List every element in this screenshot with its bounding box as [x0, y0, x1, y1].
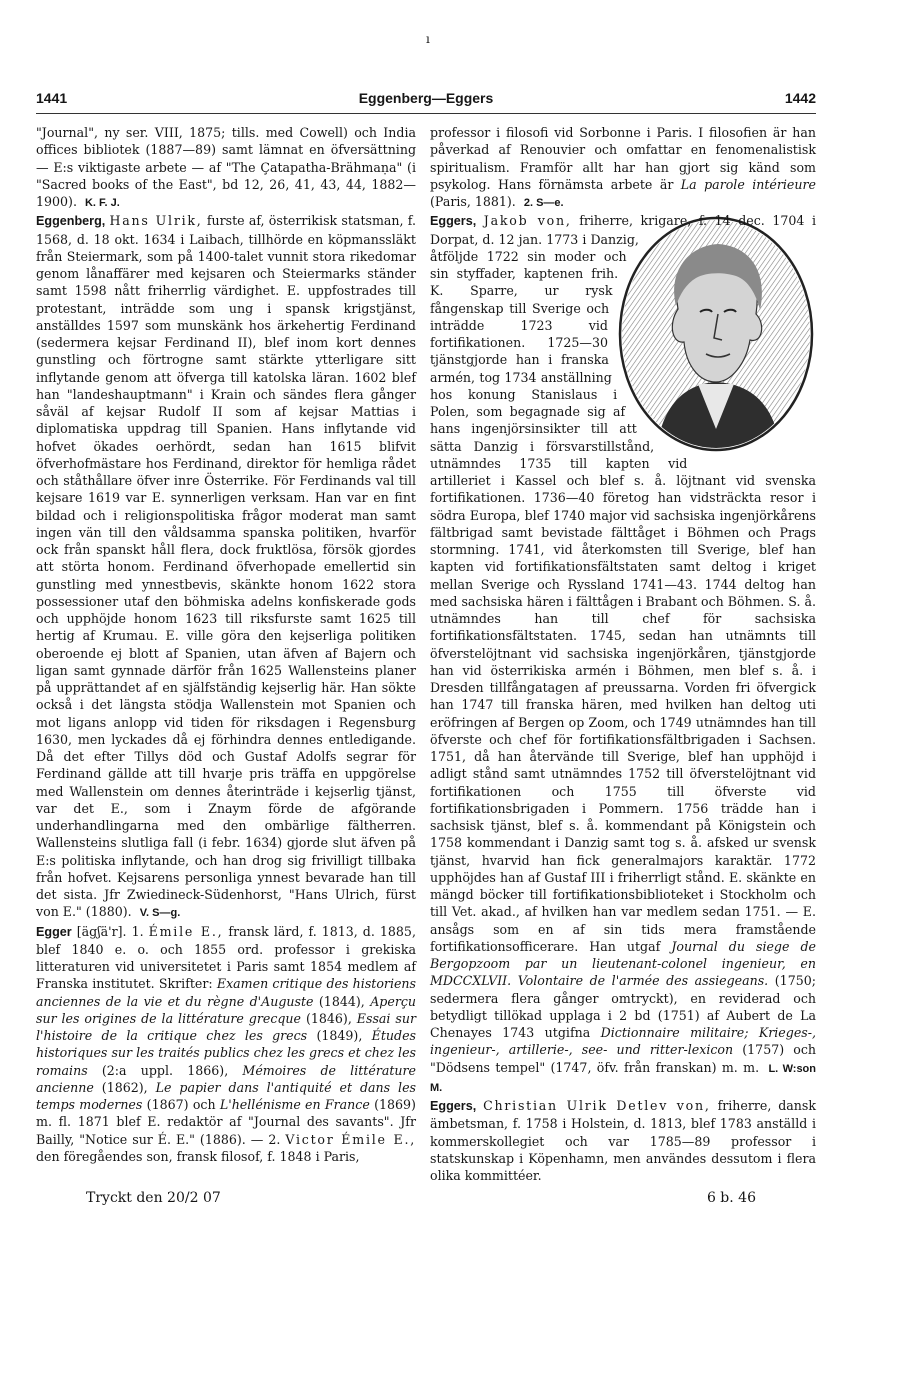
- given-name: Hans Ulrik,: [109, 213, 203, 229]
- right-page-number: 1442: [784, 90, 816, 106]
- header-rule: [36, 113, 816, 114]
- work-title: Études historiques sur les traités publics chez les grecs et chez les romains: [36, 1028, 416, 1078]
- entry-eggenberg: Eggenberg, Hans Ulrik, furste af, österrikisk statsman, f. 1568, d. 18 okt. 1634 i Laibach, tillhörde en köpmanssläkt från Steiermark, som på 1400-talet vunnit stora rikedomar genom lånaffärer med kejsaren och Steiermarks ständer samt 1598 nått friherrlig värdighet. E. uppfostrades till protestant, inträdde som ung i spansk krigstjänst, anställdes 1597 som munskänk hos ärkehertig Ferdinand (sedermera kejsar Ferdinand II), blef inom kort dennes gunstling och förtrogne samt stärkte ytterligare sitt inflytande genom att öfverga till katolska läran. 1602 blef han "landeshauptmann" i Krain och sändes flera gånger såväl af kejsar Rudolf II som af kejsar Mattias i diplomatiska uppdrag till Spanien. Hans inflytande vid hofvet ökades oerhördt, sedan han 1615 blifvit öfverhofmästare hos Ferdinand, direktor för hemliga rådet och ståthållare öfver inre Österrike. För Ferdinands val till kejsare 1619 var E. synnerligen verksam. Han var en fint bildad och i religionspolitiska frågor moderat man samt ingen vän till den våldsamma spanska politiken, hvarför ock från spanskt håll flera, dock fruktlösa, försök gjordes att störta honom. Ferdinand öfverhopade emellertid sin gunstling med ynnestbevis, skänkte honom 1622 stora possessioner utaf den böhmiska adelns konfiskerade gods och upphöjde honom 1623 till riksfurste samt 1625 till hertig af Krumau. E. ville göra den kejserliga politiken oberoende ej blott af Spanien, utan äfven af Bajern och ligan samt gynnade därför från 1625 Wallensteins planer på upprättandet af en själfständig kejserlig här. Han sökte också i det längsta stödja Wallenstein mot Spanien och mot ligans anlopp vid tiden för riksdagen i Regensburg 1630, men lyckades då ej förhindra dennes entledigande. Då det efter Tillys död och Gustaf Adolfs segrar för Ferdinand gällde att till hvarje pris träffa en uppgörelse med Wallenstein om dennes återinträde i kejserlig tjänst, var det E., som i Znaym förde de afgörande underhandlingarna med den ombärlige fältherren. Wallensteins slutliga fall (i febr. 1634) gjorde slut äfven på E:s politiska inflytande, och han drog sig frivilligt tillbaka från hofvet. Kejsarens personliga ynnest bevarade han till det sista. Jfr Zwiedineck-Südenhorst, "Hans Ulrich, fürst von E." (1880). V. S—g.: [36, 213, 416, 920]
- work-title: La parole intérieure: [680, 176, 816, 192]
- work-title: Dictionnaire militaire; Krieges-, ingenieur-, artillerie-, see- und ritter-lexicon: [430, 1025, 816, 1058]
- page-header: [36, 90, 816, 114]
- left-column: [36, 124, 416, 1165]
- entry-eggers-christian: Eggers, Christian Ulrik Detlev von, friherre, dansk ämbetsman, f. 1758 i Holstein, d. 1813, blef 1783 anställd i kommerskollegiet och var 1785—89 professor i statskunskap i Köpenhamn, men användes dessutom i flera olika kommittéer.: [430, 1098, 816, 1183]
- given-name: Victor Émile E.,: [285, 1131, 416, 1147]
- work-title: Mémoires de littérature ancienne: [36, 1062, 416, 1095]
- author-signature: L. W:son M.: [430, 1062, 816, 1094]
- entry-eggers-jakob: Eggers, Jakob von, friherre, krigare, f. 14 dec. 1704 i Dorpat, d. 12 jan. 1773 i Danzig, åtföljde 1722 sin moder och sin styffader, kaptenen frih. K. Sparre, ur rysk fångenskap till Sverige och inträdde 1723 vid fortifikationen. 1725—30 tjänstgjorde han i franska armén, tog 1734 anställning hos konung Stanislaus i Polen, som begagnade sig af hans ingenjörsinsikter till att sätta Danzig i försvarstillstånd, utnämndes 1735 till kapten vid artilleriet i Kassel och blef s. å. löjtnant vid svenska fortifikationen. 1736—40 företog han vidsträckta resor i södra Europa, blef 1740 major vid sachsiska ingenjörkårens fältbrigad samt bevistade fälttåget i Böhmen och Prags stormning. 1741, vid återkomsten till Sverige, blef han kapten vid fortifikationsfältstaten samt deltog i kriget mellan Sverige och Ryssland 1741—43. 1744 deltog han med sachsiska hären i fälttågen i Brabant och Böhmen. S. å. utnämndes han till chef för sachsiska fortifikationsfältstaten. 1745, sedan han utnämnts till öfverstelöjtnant vid sachsiska ingenjörkåren, tjänstgjorde han vid österrikiska armén i Böhmen, men blef s. å. i Dresden tillfångatagen af preussarna. Vorden fri öfvergick han 1747 till franska hären, med hvilken han deltog uti eröfringen af Bergen op Zoom, och 1749 utnämndes han till öfverste och chef för fortifikationsfältbrigaden i Sachsen. 1751, då han återvände till Sverige, blef han upphöjd i adligt stånd samt utnämndes 1752 till öfverstelöjtnant vid fortifikationen och 1755 till öfverste vid fortifikationsbrigaden i Pommern. 1756 trädde han i sachsisk tjänst, blef s. å. kommendant på Königstein och 1758 kommendant i Danzig samt tog s. å. afsked ur svensk tjänst, hvarvid han fick generalmajors karaktär. 1772 upphöjdes han af Gustaf III i friherrligt stånd. E. skänkte en mängd böcker till fortifikationsbiblioteket i Stockholm och till Vet. akad., af hvilken han var medlem sedan 1751. — E. ansågs som en af sin tids mera framstående fortifikationsofficerare. Han utgaf Journal du siege de Bergopzoom par un lieutenant-colonel ingenieur, en MDCCXLVII. Volontaire de l'armée des assiegeans. (1750; sedermera flera gånger omtryckt), en reviderad och betydligt tillökad upplaga i 2 bd (1751) af Aubert de La Chenayes 1743 utgifna Dictionnaire militaire; Krieges-, ingenieur-, artillerie-, see- und ritter-lexicon (1757) och "Dödsens tempel" (1747, öfv. från franskan) m. m. L. W:son M.: [430, 213, 816, 1094]
- signature-mark: 6 b. 46: [706, 1190, 756, 1206]
- page-footer: [36, 1190, 816, 1212]
- print-mark: ı: [426, 32, 430, 46]
- work-title: Examen critique des historiens anciennes de la vie et du règne d'Auguste: [36, 976, 416, 1009]
- portrait-image: [616, 214, 816, 454]
- given-name: Émile E.,: [148, 923, 224, 939]
- entry-headword: Eggers,: [430, 214, 477, 229]
- work-title: L'hellénisme en France: [219, 1097, 370, 1112]
- given-name: Jakob von,: [483, 213, 572, 229]
- print-date: Tryckt den 20/2 07: [86, 1190, 221, 1206]
- right-column: [430, 124, 816, 1184]
- work-title: Aperçu sur les origines de la littérature grecque: [36, 993, 416, 1026]
- entry-continuation: "Journal", ny ser. VIII, 1875; tills. med Cowell) och India offices bibliotek (1887—89) samt lämnat en öfversättning — E:s viktigaste arbete — af "The Çatapatha-Brähmaṇa" (i "Sacred books of the East", bd 12, 26, 41, 43, 44, 1882—1900). K. F. J.: [36, 125, 416, 209]
- entry-headword: Eggenberg,: [36, 214, 106, 229]
- entry-headword: Eggers,: [430, 1099, 477, 1113]
- work-title: Journal du siege de Bergopzoom par un lieutenant-colonel ingenieur, en MDCCXLVII. Volontaire de l'armée des assiegeans.: [430, 938, 816, 989]
- entry-headword: Egger: [36, 924, 72, 939]
- author-signature: 2. S—e.: [523, 197, 564, 209]
- work-title: Le papier dans l'antiquité et dans les temps modernes: [36, 1079, 416, 1112]
- entry-egger: Egger [ägʃä'r]. 1. Émile E., fransk lärd, f. 1813, d. 1885, blef 1840 e. o. och 1855 ord. professor i grekiska litteraturen vid universitetet i Paris samt 1854 medlem af Franska institutet. Skrifter: Examen critique des historiens anciennes de la vie et du règne d'Auguste (1844), Aperçu sur les origines de la littérature grecque (1846), Essai sur l'histoire de la critique chez les grecs (1849), Études historiques sur les traités publics chez les grecs et chez les romains (2:a uppl. 1866), Mémoires de littérature ancienne (1862), Le papier dans l'antiquité et dans les temps modernes (1867) och L'hellénisme en France (1869) m. fl. 1871 blef E. redaktör af "Journal des savants". Jfr Bailly, "Notice sur É. E." (1886). — 2. Victor Émile E., den föregåendes son, fransk filosof, f. 1848 i Paris,: [36, 923, 416, 1164]
- entry-continuation: professor i filosofi vid Sorbonne i Paris. I filosofien är han påverkad af Renouvier och omfattar en fenomenalistisk spiritualism. Framför allt har han gjort sig känd som psykolog. Hans förnämsta arbete är La parole intérieure (Paris, 1881). 2. S—e.: [430, 125, 816, 209]
- given-name: Christian Ulrik Detlev von,: [483, 1098, 711, 1113]
- left-page-number: 1441: [36, 90, 68, 106]
- running-title: Eggenberg—Eggers: [358, 90, 494, 106]
- author-signature: K. F. J.: [84, 197, 120, 209]
- author-signature: V. S—g.: [139, 907, 181, 920]
- portrait-engraving: [616, 214, 816, 454]
- work-title: Essai sur l'histoire de la critique chez les grecs: [36, 1010, 416, 1043]
